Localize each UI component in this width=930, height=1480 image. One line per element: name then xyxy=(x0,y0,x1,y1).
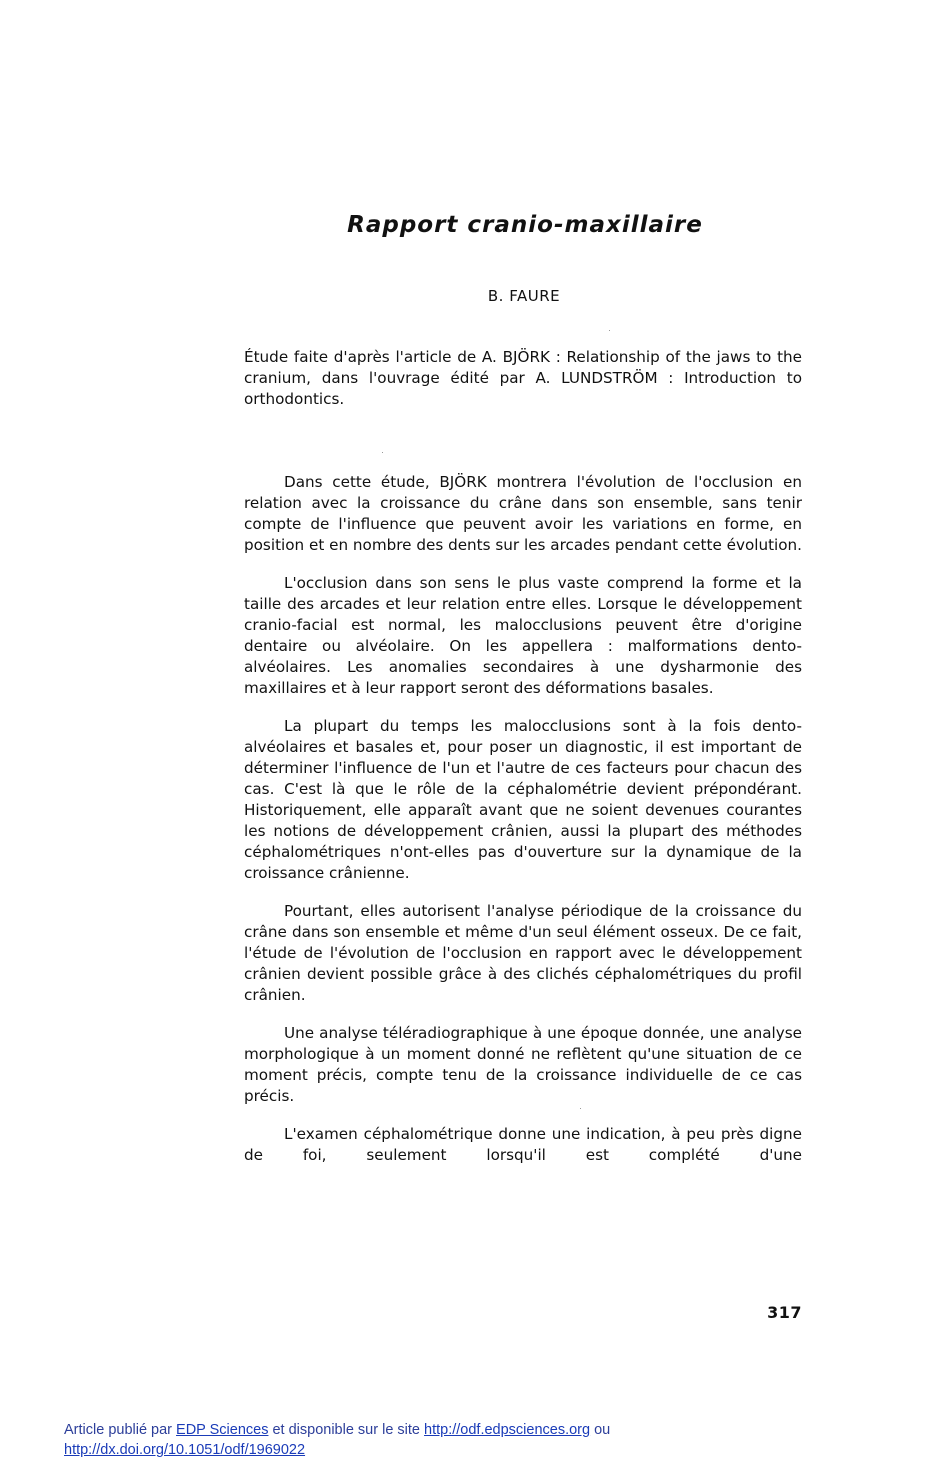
page-number: 317 xyxy=(767,1303,802,1322)
paragraph: L'examen céphalométrique donne une indication, à peu près digne de foi, seulement lorsqu'il est complété d'une xyxy=(244,1125,802,1164)
intro-note: Étude faite d'après l'article de A. BJÖRK : Relationship of the jaws to the cranium, dans l'ouvrage édité par A. LUNDSTRÖM : Introduction to orthodontics. xyxy=(244,348,802,408)
scan-speck xyxy=(580,1108,581,1109)
scan-speck xyxy=(609,330,610,331)
article-author: B. FAURE xyxy=(487,287,561,305)
article-body xyxy=(244,472,802,1183)
doi-link[interactable]: http://dx.doi.org/10.1051/odf/1969022 xyxy=(64,1442,306,1458)
footer-middle: et disponible sur le site xyxy=(272,1422,420,1438)
paragraph: La plupart du temps les malocclusions sont à la fois dento-alvéolaires et basales et, pour poser un diagnostic, il est important de déterminer l'influence de l'un et l'autre de ces facteurs pour chacun des cas. C'est là que le rôle de la céphalométrie devient prépondérant. Historiquement, elle apparaît avant que ne soient devenues courantes les notions de développement crânien, aussi la plupart des méthodes céphalométriques n'ont-elles pas d'ouverture sur la dynamique de la croissance crânienne. xyxy=(244,717,802,882)
paragraph: L'occlusion dans son sens le plus vaste comprend la forme et la taille des arcades et leur relation entre elles. Lorsque le développement cranio-facial est normal, les malocclusions peuvent être d'origine dentaire ou alvéolaire. On les appellera : malformations dento-alvéolaires. Les anomalies secondaires à une dysharmonie des maxillaires et à leur rapport seront des déformations basales. xyxy=(244,574,802,697)
scan-speck xyxy=(382,452,383,453)
site-link[interactable]: http://odf.edpsciences.org xyxy=(424,1422,591,1438)
paragraph: Dans cette étude, BJÖRK montrera l'évolution de l'occlusion en relation avec la croissance du crâne dans son ensemble, sans tenir compte de l'influence que peuvent avoir les variations en forme, en position et en nombre des dents sur les arcades pendant cette évolution. xyxy=(244,473,803,554)
article-title: Rapport cranio-maxillaire xyxy=(347,212,703,238)
publisher-link[interactable]: EDP Sciences xyxy=(176,1422,269,1438)
publication-footer xyxy=(64,1420,864,1460)
paragraph: Pourtant, elles autorisent l'analyse périodique de la croissance du crâne dans son ensemble et même d'un seul élément osseux. De ce fait, l'étude de l'évolution de l'occlusion en rapport avec le développement crânien devient possible grâce à des clichés céphalométriques du profil crânien. xyxy=(244,902,802,1004)
paragraph: Une analyse téléradiographique à une époque donnée, une analyse morphologique à un moment donné ne reflètent qu'une situation de ce moment précis, compte tenu de la croissance individuelle de ce cas précis. xyxy=(244,1024,802,1105)
footer-suffix: ou xyxy=(594,1422,611,1438)
footer-prefix: Article publié par xyxy=(64,1422,172,1438)
